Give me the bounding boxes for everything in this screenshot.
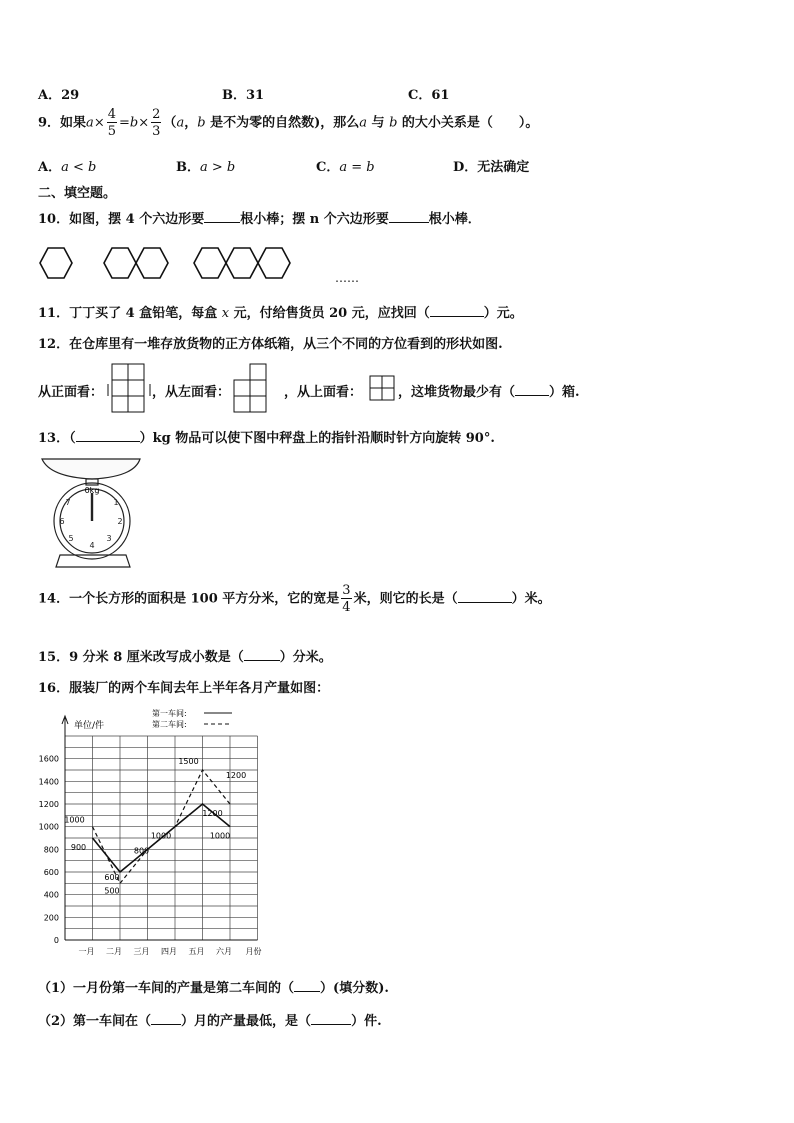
q12-top-label: ，从上面看： xyxy=(284,385,363,400)
chart-point-labels xyxy=(64,757,246,895)
q9-fraction-2 xyxy=(151,108,161,138)
y-tick-label: 1000 xyxy=(38,822,59,832)
q13-open: 13．（ xyxy=(38,431,76,446)
q10-answer-blank-2[interactable] xyxy=(389,210,429,223)
q9-option-c xyxy=(316,156,375,175)
q12-tail xyxy=(398,381,580,400)
q14-answer-blank[interactable] xyxy=(458,590,512,603)
dial-number-1: 1 xyxy=(113,498,119,507)
q9-frac2-num: 2 xyxy=(152,107,161,122)
q15-text-after: ）分米。 xyxy=(279,650,332,665)
q11-stem xyxy=(38,302,523,321)
q16-sub2-blank-1[interactable] xyxy=(151,1012,181,1025)
x-tick-label: 四月 xyxy=(161,947,177,956)
q11-answer-blank[interactable] xyxy=(430,304,484,317)
q8-option-b: B．31 xyxy=(222,88,265,103)
q9-option-a xyxy=(38,156,96,175)
q12-line1: 12．在仓库里有一堆存放货物的正方体纸箱，从三个不同的方位看到的形状如图. xyxy=(38,337,503,352)
chart-axes xyxy=(62,716,258,940)
q14-text-mid: 米，则它的长是（ xyxy=(353,591,458,607)
chart-y-axis-label: 单位/件 xyxy=(74,721,105,731)
production-line-chart xyxy=(34,704,304,966)
y-tick-label: 800 xyxy=(43,845,59,855)
dial-number-4: 4 xyxy=(89,541,95,550)
x-tick-label: 二月 xyxy=(106,947,122,956)
q9-rel-and: 与 xyxy=(367,115,390,131)
data-label: 1500 xyxy=(178,757,199,766)
q16-sub1-before: （1）一月份第一车间的产量是第二车间的（ xyxy=(38,981,295,996)
q16-sub1-blank[interactable] xyxy=(294,979,320,992)
q9-option-b-value: a > b xyxy=(200,160,236,175)
data-label: 600 xyxy=(104,873,120,882)
y-tick-label: 600 xyxy=(43,868,59,877)
q9-times-1: × xyxy=(93,115,105,131)
q14-frac-num: 3 xyxy=(342,583,351,598)
data-label: 1000 xyxy=(150,831,172,841)
q9-var-b: b xyxy=(129,115,139,131)
q9-option-c-value: a = b xyxy=(339,160,375,175)
q9-times-2: × xyxy=(138,115,150,131)
dial-number-3: 3 xyxy=(106,534,112,543)
y-tick-label: 0 xyxy=(53,936,59,945)
dial-number-6: 6 xyxy=(59,517,65,526)
data-label: 1200 xyxy=(202,809,223,818)
q9-condition-text: 是不为零的自然数)，那么 xyxy=(205,115,360,131)
q13-stem xyxy=(38,427,495,446)
q14-frac-den: 4 xyxy=(342,600,351,615)
y-tick-label: 400 xyxy=(43,890,59,900)
hexagon-figures xyxy=(36,240,296,286)
q16-sub2-blank-2[interactable] xyxy=(311,1012,351,1025)
x-tick-label: 五月 xyxy=(188,947,205,956)
x-axis-label: 月份 xyxy=(245,947,262,956)
q9-cond-sep: ， xyxy=(184,115,198,131)
data-label: 800 xyxy=(133,846,150,856)
q12-answer-blank[interactable] xyxy=(515,383,549,396)
q9-cond-a: a xyxy=(176,115,185,131)
q11-text-before: 11．丁丁买了 4 盒铅笔，每盒 xyxy=(38,306,222,321)
front-view-grid xyxy=(106,362,156,414)
q8-option-c: C．61 xyxy=(408,88,450,103)
q16-sub2-mid: ）月的产量最低，是（ xyxy=(181,1014,312,1029)
q9-rel-a: a xyxy=(359,115,367,131)
q16-sub2-before: （2）第一车间在（ xyxy=(38,1014,152,1029)
q9-option-a-label: A． xyxy=(38,160,62,175)
section-heading: 二、填空题。 xyxy=(38,186,117,201)
dial-number-2: 2 xyxy=(117,517,123,526)
q10-answer-blank-1[interactable] xyxy=(204,210,240,223)
q9-fraction-1 xyxy=(107,108,117,138)
legend-label: 第二车间: xyxy=(152,720,187,729)
scale-pan xyxy=(42,459,140,479)
q9-option-b-label: B． xyxy=(176,160,200,175)
legend-label: 第一车间: xyxy=(152,709,187,718)
q13-text: ）kg 物品可以使下图中秤盘上的指针沿顺时针方向旋转 90°. xyxy=(139,431,495,446)
q16-sub2-after: ）件. xyxy=(351,1014,382,1029)
q12-tail-after: ）箱. xyxy=(549,385,580,400)
q14-stem xyxy=(38,584,551,614)
y-tick-label: 1600 xyxy=(38,754,59,764)
q12-left-label: ，从左面看： xyxy=(152,385,231,400)
q10-stem xyxy=(38,208,481,227)
q11-text-mid: 元，付给售货员 20 元，应找回（ xyxy=(229,306,430,321)
x-tick-label: 三月 xyxy=(133,947,150,956)
y-tick-label: 1200 xyxy=(38,800,59,809)
q9-var-a: a xyxy=(86,115,94,131)
q9-tail: 的大小关系是（ ）。 xyxy=(397,115,539,131)
q9-frac1-den: 5 xyxy=(107,124,116,139)
q9-cond-b: b xyxy=(197,115,206,131)
scale-unit-label: 0kg xyxy=(84,486,100,495)
q9-cond-open: （ xyxy=(163,115,177,131)
y-tick-label: 200 xyxy=(43,913,59,923)
hexagon-figure-3 xyxy=(194,248,290,278)
chart-legend xyxy=(152,708,232,729)
q9-equals: = xyxy=(119,115,130,131)
weighing-scale xyxy=(38,455,148,570)
q12-tail-before: ，这堆货物最少有（ xyxy=(398,385,516,400)
data-label: 900 xyxy=(70,843,87,852)
top-view-grid xyxy=(366,374,398,404)
q13-answer-blank[interactable] xyxy=(76,429,140,442)
q14-fraction xyxy=(341,584,351,614)
q11-var-x: x xyxy=(221,306,230,321)
q15-text-before: 15．9 分米 8 厘米改写成小数是（ xyxy=(38,650,244,665)
hexagon-figure-1 xyxy=(40,248,72,278)
dial-number-7: 7 xyxy=(65,498,71,507)
q16-sub2 xyxy=(38,1010,382,1029)
scale-stem xyxy=(86,479,98,485)
q11-text-after: ）元。 xyxy=(483,306,523,321)
q16-stem: 16．服装厂的两个车间去年上半年各月产量如图： xyxy=(38,681,330,696)
q10-text-before: 10．如图，摆 4 个六边形要 xyxy=(38,212,205,227)
q15-stem xyxy=(38,646,332,665)
scale-base xyxy=(56,555,130,567)
q16-sub1-after: ）(填分数). xyxy=(320,981,389,996)
q10-ellipsis: …… xyxy=(335,271,359,285)
dial-number-5: 5 xyxy=(68,534,74,543)
y-tick-label: 1400 xyxy=(38,777,59,787)
data-label: 1000 xyxy=(209,831,231,841)
q9-stem xyxy=(38,108,538,138)
q9-number: 9．如果 xyxy=(38,115,87,131)
q9-option-c-label: C． xyxy=(316,160,340,175)
x-tick-label: 一月 xyxy=(78,947,95,956)
data-label: 500 xyxy=(104,886,120,896)
q9-frac2-den: 3 xyxy=(152,124,161,139)
data-label: 1200 xyxy=(225,771,247,780)
q9-option-a-value: a < b xyxy=(61,160,97,175)
hexagon-figure-2 xyxy=(104,248,168,278)
q16-sub1 xyxy=(38,977,389,996)
data-label: 1000 xyxy=(64,815,85,825)
q9-option-b xyxy=(176,156,235,175)
chart-ticks xyxy=(39,755,262,956)
x-tick-label: 六月 xyxy=(216,947,232,956)
q9-rel-b: b xyxy=(389,115,398,131)
q9-frac1-num: 4 xyxy=(107,107,116,122)
q9-option-d: D．无法确定 xyxy=(453,160,530,175)
q14-text-before: 14．一个长方形的面积是 100 平方分米，它的宽是 xyxy=(38,591,340,607)
q12-front-label: 从正面看： xyxy=(38,385,104,400)
q8-option-a: A．29 xyxy=(38,88,80,103)
q15-answer-blank[interactable] xyxy=(244,648,280,661)
left-view-grid xyxy=(232,362,276,414)
q10-text-mid: 根小棒；摆 n 个六边形要 xyxy=(240,212,389,227)
q14-text-after: ）米。 xyxy=(511,591,551,607)
q10-text-after: 根小棒． xyxy=(428,212,481,227)
